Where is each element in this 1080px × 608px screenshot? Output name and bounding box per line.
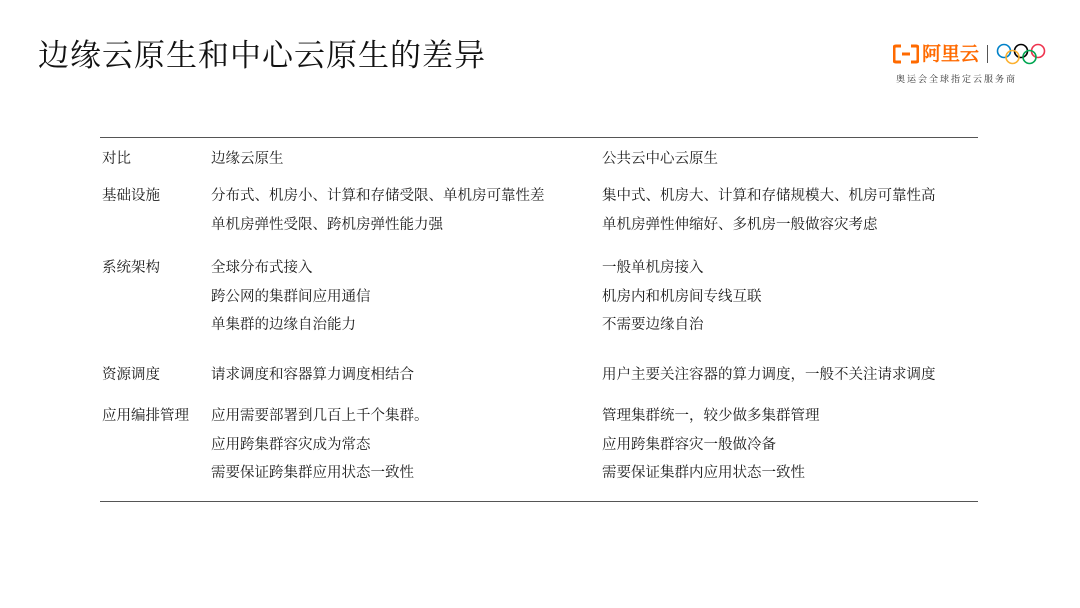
edge-line: 应用跨集群容灾成为常态 (211, 436, 371, 453)
edge-cell (211, 182, 545, 239)
edge-line: 单机房弹性受限、跨机房弹性能力强 (211, 216, 443, 233)
center-cell (602, 402, 820, 488)
table-header-compare: 对比 (102, 151, 131, 167)
table-header-center: 公共云中心云原生 (602, 151, 718, 167)
center-line: 用户主要关注容器的算力调度，一般不关注请求调度 (602, 367, 936, 383)
center-line: 机房内和机房间专线互联 (602, 288, 762, 305)
row-label: 应用编排管理 (102, 408, 189, 424)
edge-line: 跨公网的集群间应用通信 (211, 288, 371, 305)
aliyun-logo-icon (893, 44, 919, 64)
center-line: 单机房弹性伸缩好、多机房一般做容灾考虑 (602, 216, 878, 233)
table-bottom-rule (100, 501, 978, 502)
center-cell (602, 361, 936, 390)
brand-name: 阿里云 (922, 43, 980, 65)
edge-line: 应用需要部署到几百上千个集群。 (211, 408, 429, 424)
edge-cell (211, 402, 429, 488)
table-header-edge: 边缘云原生 (211, 151, 284, 167)
center-line: 一般单机房接入 (602, 260, 704, 276)
brand-logo (893, 42, 1053, 92)
brand-tagline: 奥运会全球指定云服务商 (896, 75, 1018, 85)
center-line: 不需要边缘自治 (602, 317, 704, 333)
edge-line: 请求调度和容器算力调度相结合 (211, 367, 414, 383)
edge-line: 全球分布式接入 (211, 260, 313, 276)
brand-divider (987, 45, 988, 63)
center-line: 管理集群统一，较少做多集群管理 (602, 408, 820, 424)
center-line: 需要保证集群内应用状态一致性 (602, 465, 805, 481)
center-line: 应用跨集群容灾一般做冷备 (602, 436, 776, 453)
row-label: 系统架构 (102, 260, 160, 276)
row-label: 基础设施 (102, 188, 160, 204)
edge-cell (211, 361, 414, 390)
center-cell (602, 254, 762, 340)
page-title: 边缘云原生和中心云原生的差异 (38, 38, 486, 74)
center-cell (602, 182, 936, 239)
olympic-rings-icon (996, 43, 1046, 65)
edge-cell (211, 254, 371, 340)
edge-line: 分布式、机房小、计算和存储受限、单机房可靠性差 (211, 188, 545, 204)
edge-line: 需要保证跨集群应用状态一致性 (211, 465, 414, 481)
edge-line: 单集群的边缘自治能力 (211, 317, 356, 333)
row-label: 资源调度 (102, 367, 160, 383)
center-line: 集中式、机房大、计算和存储规模大、机房可靠性高 (602, 188, 936, 204)
table-top-rule (100, 137, 978, 138)
